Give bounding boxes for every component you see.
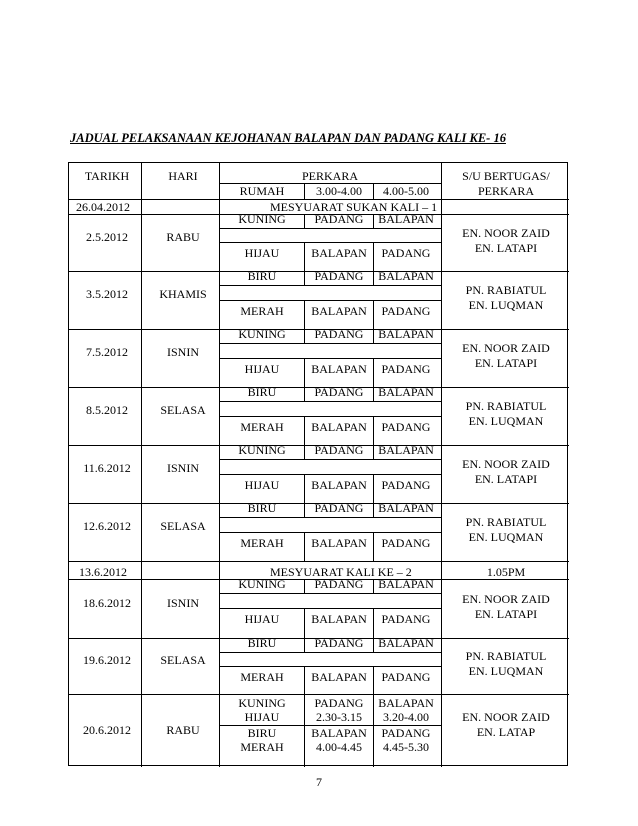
meeting-2-time: 1.05PM: [486, 565, 526, 579]
table-rule: [373, 271, 374, 285]
row-slot2-2: PADANG: [381, 612, 431, 626]
row-date: 20.6.2012: [83, 723, 131, 737]
table-rule: [304, 214, 305, 228]
row-slot1-1: PADANG: [314, 385, 364, 399]
row-su-2: EN. LATAP: [476, 725, 536, 739]
row-su-2: EN. LUQMAN: [468, 298, 544, 312]
row-slot1-2: BALAPAN: [311, 420, 367, 434]
table-rule: [304, 183, 305, 199]
row-slot2-1: BALAPAN: [378, 501, 434, 515]
row-slot1-2: BALAPAN: [311, 362, 367, 376]
row-su-1: PN. RABIATUL: [465, 399, 547, 413]
row-slot1: 4.00-4.45: [316, 740, 362, 754]
row-day: SELASA: [160, 653, 206, 667]
table-rule: [373, 474, 374, 503]
row-slot1-1: PADANG: [314, 269, 364, 283]
table-rule: [304, 242, 305, 271]
table-rule: [304, 532, 305, 561]
table-rule: [304, 329, 305, 343]
row-slot2-1: BALAPAN: [378, 443, 434, 457]
row-slot2-2: PADANG: [381, 536, 431, 550]
header-tarikh: TARIKH: [84, 169, 130, 183]
row-day: ISNIN: [167, 461, 199, 475]
table-rule: [373, 503, 374, 517]
row-slot2-2: PADANG: [381, 670, 431, 684]
table-rule: [373, 387, 374, 401]
table-rule: [304, 608, 305, 638]
row-date: 18.6.2012: [83, 596, 131, 610]
table-rule: [69, 561, 569, 562]
row-slot2-2: PADANG: [381, 362, 431, 376]
row-date: 11.6.2012: [83, 461, 131, 475]
row-slot2: PADANG: [381, 726, 431, 740]
row-day: KHAMIS: [159, 287, 207, 301]
row-su-2: EN. LATAPI: [474, 607, 538, 621]
table-rule: [304, 503, 305, 517]
table-rule: [373, 416, 374, 445]
table-rule: [373, 183, 374, 199]
row-date: 7.5.2012: [86, 345, 128, 359]
row-slot1-1: PADANG: [314, 636, 364, 650]
row-slot2-2: PADANG: [381, 420, 431, 434]
row-rumah-1: KUNING: [238, 327, 286, 341]
row-su-1: EN. NOOR ZAID: [462, 592, 550, 606]
table-rule: [304, 474, 305, 503]
table-rule: [219, 183, 441, 184]
table-rule: [219, 725, 441, 726]
table-rule: [304, 300, 305, 329]
row-slot1-1: PADANG: [314, 327, 364, 341]
row-day: ISNIN: [167, 596, 199, 610]
row-rumah-1: BIRU: [247, 636, 277, 650]
row-slot1-1: PADANG: [314, 577, 364, 591]
table-rule: [304, 416, 305, 445]
table-rule: [304, 694, 305, 767]
header-su: S/U BERTUGAS/: [462, 169, 550, 183]
row-su-2: EN. LUQMAN: [468, 414, 544, 428]
table-rule: [219, 532, 441, 533]
table-rule: [304, 638, 305, 652]
row-su-1: EN. NOOR ZAID: [462, 341, 550, 355]
table-rule: [219, 242, 441, 243]
row-day: RABU: [166, 230, 200, 244]
row-slot1-2: BALAPAN: [311, 612, 367, 626]
row-slot2-1: BALAPAN: [378, 577, 434, 591]
header-slot-1: 3.00-4.00: [316, 184, 362, 198]
table-rule: [373, 694, 374, 767]
page-number: 7: [316, 775, 322, 789]
table-rule: [373, 579, 374, 593]
row-date: 19.6.2012: [83, 653, 131, 667]
row-slot2-1: BALAPAN: [378, 636, 434, 650]
row-rumah: HIJAU: [244, 710, 280, 724]
table-rule: [219, 343, 441, 344]
row-slot1-1: PADANG: [314, 212, 364, 226]
row-slot1: PADANG: [314, 696, 364, 710]
header-hari: HARI: [168, 169, 198, 183]
row-slot2-1: BALAPAN: [378, 212, 434, 226]
row-rumah-1: KUNING: [238, 212, 286, 226]
row-rumah-2: MERAH: [240, 670, 284, 684]
schedule-table: [68, 162, 568, 766]
row-rumah-1: BIRU: [247, 385, 277, 399]
table-rule: [219, 416, 441, 417]
header-su-perkara: PERKARA: [477, 184, 534, 198]
row-su-2: EN. LUQMAN: [468, 664, 544, 678]
row-rumah-1: KUNING: [238, 577, 286, 591]
row-su-1: PN. RABIATUL: [465, 515, 547, 529]
row-slot2-1: BALAPAN: [378, 385, 434, 399]
row-date: 3.5.2012: [86, 287, 128, 301]
row-slot2-1: BALAPAN: [378, 327, 434, 341]
table-rule: [304, 579, 305, 593]
table-rule: [219, 652, 441, 653]
table-rule: [373, 638, 374, 652]
row-slot2: 3.20-4.00: [383, 710, 429, 724]
row-rumah-2: MERAH: [240, 536, 284, 550]
row-slot2-2: PADANG: [381, 478, 431, 492]
header-slot-2: 4.00-5.00: [383, 184, 429, 198]
row-slot2-2: PADANG: [381, 304, 431, 318]
row-rumah-1: BIRU: [247, 501, 277, 515]
table-rule: [219, 593, 441, 594]
table-rule: [219, 608, 441, 609]
table-rule: [304, 387, 305, 401]
row-date: 8.5.2012: [86, 403, 128, 417]
row-su-2: EN. LATAPI: [474, 241, 538, 255]
row-su-1: PN. RABIATUL: [465, 649, 547, 663]
table-rule: [219, 300, 441, 301]
row-slot1: BALAPAN: [311, 726, 367, 740]
row-slot1-2: BALAPAN: [311, 478, 367, 492]
row-slot2: 4.45-5.30: [383, 740, 429, 754]
row-slot1-1: PADANG: [314, 443, 364, 457]
meeting-2-text: MESYUARAT KALI KE – 2: [270, 565, 412, 579]
row-rumah-2: MERAH: [240, 304, 284, 318]
row-day: SELASA: [160, 519, 206, 533]
row-date: 12.6.2012: [83, 519, 131, 533]
table-rule: [373, 300, 374, 329]
table-rule: [373, 329, 374, 343]
row-su-1: PN. RABIATUL: [465, 283, 547, 297]
table-rule: [219, 285, 441, 286]
row-slot1-2: BALAPAN: [311, 670, 367, 684]
table-rule: [304, 445, 305, 459]
row-rumah-2: HIJAU: [244, 246, 280, 260]
row-slot2-2: PADANG: [381, 246, 431, 260]
meeting-2-date: 13.6.2012: [79, 565, 127, 579]
row-slot1-2: BALAPAN: [311, 304, 367, 318]
table-rule: [219, 474, 441, 475]
document-title: JADUAL PELAKSANAAN KEJOHANAN BALAPAN DAN PADANG KALI KE- 16: [70, 131, 506, 145]
table-rule: [373, 445, 374, 459]
table-rule: [373, 608, 374, 638]
row-date: 2.5.2012: [86, 230, 128, 244]
row-day: RABU: [166, 723, 200, 737]
row-su-2: EN. LATAPI: [474, 356, 538, 370]
row-rumah-2: HIJAU: [244, 612, 280, 626]
table-rule: [219, 401, 441, 402]
row-su-2: EN. LATAPI: [474, 472, 538, 486]
table-rule: [373, 532, 374, 561]
row-rumah-2: HIJAU: [244, 362, 280, 376]
row-rumah-2: MERAH: [240, 420, 284, 434]
row-slot2: BALAPAN: [378, 696, 434, 710]
row-su-2: EN. LUQMAN: [468, 530, 544, 544]
table-rule: [304, 358, 305, 387]
meeting-1-text: MESYUARAT SUKAN KALI – 1: [270, 200, 438, 214]
row-rumah-1: BIRU: [247, 269, 277, 283]
table-rule: [373, 214, 374, 228]
row-su-1: EN. NOOR ZAID: [462, 710, 550, 724]
header-perkara: PERKARA: [301, 169, 358, 183]
row-su-1: EN. NOOR ZAID: [462, 457, 550, 471]
meeting-1-date: 26.04.2012: [76, 200, 130, 214]
row-slot1-2: BALAPAN: [311, 536, 367, 550]
row-slot1-1: PADANG: [314, 501, 364, 515]
table-rule: [219, 228, 441, 229]
row-su-1: EN. NOOR ZAID: [462, 226, 550, 240]
table-rule: [219, 459, 441, 460]
row-rumah-2: HIJAU: [244, 478, 280, 492]
row-slot1: 2.30-3.15: [316, 710, 362, 724]
table-rule: [219, 358, 441, 359]
header-rumah: RUMAH: [239, 184, 285, 198]
row-day: ISNIN: [167, 345, 199, 359]
table-rule: [219, 666, 441, 667]
table-rule: [219, 517, 441, 518]
table-rule: [373, 666, 374, 694]
table-rule: [304, 271, 305, 285]
row-rumah: KUNING: [238, 696, 286, 710]
table-rule: [373, 242, 374, 271]
row-rumah: MERAH: [240, 740, 284, 754]
row-rumah: BIRU: [247, 726, 277, 740]
row-slot1-2: BALAPAN: [311, 246, 367, 260]
row-slot2-1: BALAPAN: [378, 269, 434, 283]
table-rule: [373, 358, 374, 387]
table-rule: [304, 666, 305, 694]
table-rule: [69, 694, 569, 695]
row-rumah-1: KUNING: [238, 443, 286, 457]
row-day: SELASA: [160, 403, 206, 417]
